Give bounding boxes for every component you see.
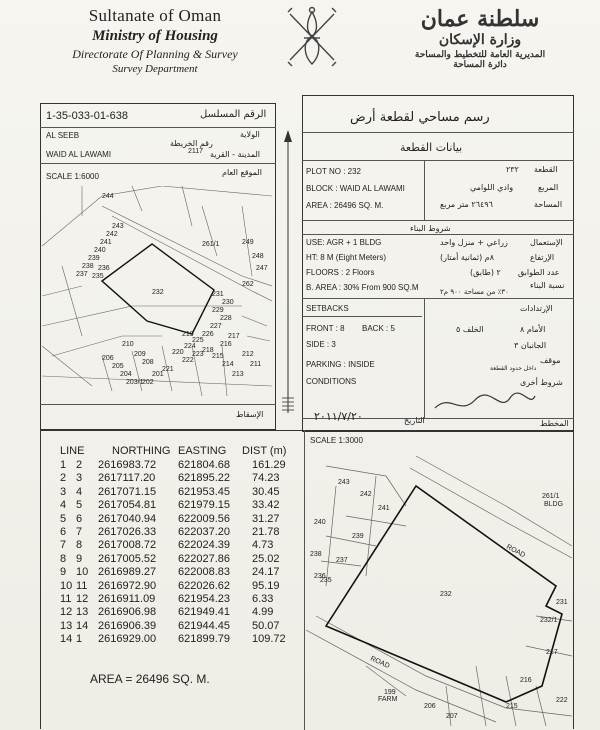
location-parcel-label: 225 — [192, 337, 204, 344]
location-parcel-label: 235 — [92, 273, 104, 280]
northing-cell: 2617026.33 — [98, 525, 157, 538]
detail-parcel-label: 207 — [446, 713, 458, 720]
location-parcel-label: 240 — [94, 247, 106, 254]
location-parcel-label: 218 — [202, 347, 214, 354]
location-parcel-label: 230 — [222, 299, 234, 306]
side-setback: SIDE : 3 — [306, 340, 336, 349]
plot-number-ar: ٢٣٢ — [506, 165, 519, 174]
plot-number: PLOT NO : 232 — [306, 167, 361, 176]
back-setback-ar: الخلف ٥ — [456, 325, 484, 334]
floors-label-ar: عدد الطوابق — [518, 268, 560, 277]
line-from: 1 — [60, 459, 67, 471]
block-name: BLOCK : WAID AL LAWAMI — [306, 184, 405, 193]
line-from: 9 — [60, 566, 67, 579]
detail-parcel-label: 240 — [314, 519, 326, 526]
location-parcel-label: 229 — [212, 307, 224, 314]
distance-cell: 4.73 — [252, 539, 274, 552]
sheet-number: 2117 — [188, 148, 204, 155]
detail-parcel-label: 242 — [360, 491, 372, 498]
location-parcel-label: 231 — [212, 291, 224, 298]
northing-cell: 2616906.98 — [98, 606, 157, 619]
detail-map — [306, 446, 572, 728]
location-parcel-label: 227 — [210, 323, 222, 330]
signature-icon — [430, 388, 540, 418]
distance-cell: 24.17 — [252, 566, 280, 579]
line-to: 4 — [76, 485, 83, 498]
plot-area: AREA : 26496 SQ. M. — [306, 201, 384, 210]
location-parcel-label: 223 — [192, 351, 204, 358]
location-parcel-label: 222 — [182, 357, 194, 364]
document-title-ar: رسم مساحي لقطعة أرض — [350, 110, 490, 125]
location-parcel-label: 243 — [112, 223, 124, 230]
use-value-ar: زراعي + منزل واحد — [440, 238, 508, 247]
plot-data-title-ar: بيانات القطعة — [400, 141, 463, 154]
location-plot-label: 232 — [152, 289, 164, 296]
location-parcel-label: 248 — [252, 253, 264, 260]
road-label-top: ROAD — [505, 543, 527, 560]
distance-cell: 33.42 — [252, 499, 280, 512]
line-to: 1 — [76, 633, 83, 646]
detail-parcel-label: 261/1 — [542, 493, 560, 500]
distance-cell: 74.23 — [252, 472, 280, 485]
detail-parcel-label: 217 — [546, 649, 558, 656]
location-parcel-label: 205 — [112, 363, 124, 370]
location-parcel-label: 226 — [202, 331, 214, 338]
front-setback-ar: الأمام ٨ — [520, 325, 546, 334]
north-arrow-icon — [276, 128, 300, 428]
col-easting: EASTING — [178, 445, 227, 457]
parking-value-ar: داخل حدود القطعة — [490, 365, 537, 372]
front-setback: FRONT : 8 — [306, 324, 345, 333]
detail-plot-label: 232 — [440, 591, 452, 598]
distance-cell: 6.33 — [252, 592, 274, 605]
line-from: 8 — [60, 552, 67, 565]
distance-cell: 109.72 — [252, 633, 286, 646]
line-from: 5 — [60, 512, 67, 525]
northing-cell: 2617008.72 — [98, 539, 157, 552]
detail-parcel-label: 215 — [506, 703, 518, 710]
location-parcel-label: 210 — [122, 341, 134, 348]
directorate-name: Directorate Of Planning & Survey — [72, 47, 238, 61]
line-from: 10 — [60, 579, 73, 592]
location-parcel-label: 228 — [220, 315, 232, 322]
easting-cell: 622026.62 — [178, 579, 230, 592]
location-parcel-label: 221 — [162, 366, 174, 373]
serial-label-ar: الرقم المسلسل — [200, 109, 267, 120]
village-name: WAID AL LAWAMI — [46, 150, 112, 159]
date-label-ar: التاريخ — [404, 416, 425, 425]
line-to: 12 — [76, 592, 89, 605]
location-parcel-label: 214 — [222, 361, 234, 368]
building-ratio: B. AREA : 30% From 900 SQ.M — [306, 283, 419, 292]
oman-emblem-icon — [282, 2, 342, 72]
location-parcel-label: 242 — [106, 231, 118, 238]
detail-parcel-label: 199 — [384, 689, 396, 696]
directorate-name-ar: المديرية العامة للتخطيط والمساحة — [414, 50, 546, 60]
detail-parcel-label: 222 — [556, 697, 568, 704]
building-conditions-ar: شروط البناء — [410, 224, 451, 233]
line-to: 2 — [76, 459, 83, 471]
easting-cell: 621944.45 — [178, 619, 230, 632]
line-to: 7 — [76, 525, 83, 538]
northing-cell: 2617054.81 — [98, 499, 157, 512]
country-name-ar: سلطنة عمان — [420, 6, 540, 32]
plot-label-ar: القطعة — [534, 165, 558, 174]
parking-label-ar: موقف — [540, 356, 561, 365]
col-dist: DIST (m) — [242, 445, 287, 457]
location-parcel-label: 249 — [242, 239, 254, 246]
northing-cell: 2616972.90 — [98, 579, 157, 592]
location-parcel-label: 209 — [134, 351, 146, 358]
line-from: 14 — [60, 633, 73, 646]
location-scale: SCALE 1:6000 — [46, 172, 99, 181]
northing-cell: 2616983.72 — [98, 459, 157, 471]
easting-cell: 622009.56 — [178, 512, 230, 525]
conditions-label-ar: شروط أخرى — [520, 378, 563, 387]
wilayat-ar: الولاية — [240, 130, 260, 139]
detail-parcel-label: 235 — [320, 577, 332, 584]
distance-cell: 31.27 — [252, 512, 280, 525]
line-to: 11 — [76, 579, 88, 592]
line-to: 14 — [76, 619, 89, 632]
northing-cell: 2616911.09 — [98, 592, 156, 605]
planner-label-ar: المخطط — [540, 419, 569, 428]
location-parcel-label: 213 — [232, 371, 244, 378]
max-height: HT: 8 M (Eight Meters) — [306, 253, 387, 262]
parking: PARKING : INSIDE — [306, 360, 375, 369]
side-setback-ar: الجانبان ٣ — [514, 341, 547, 350]
floors-value-ar: ٢ (طابق) — [470, 268, 501, 277]
location-parcel-label: 216 — [220, 341, 232, 348]
line-from: 3 — [60, 485, 67, 498]
line-from: 2 — [60, 472, 67, 485]
northing-cell: 2617117.20 — [98, 472, 156, 485]
block-name-ar: وادي اللوامي — [470, 183, 514, 192]
line-to: 13 — [76, 606, 89, 619]
setbacks-heading: SETBACKS — [306, 304, 349, 313]
detail-parcel-label: FARM — [378, 696, 398, 703]
area-value-ar: ٢٦٤٩٦ متر مربع — [440, 200, 493, 209]
location-parcel-label: 208 — [142, 359, 154, 366]
location-parcel-label: 203/1 — [126, 379, 144, 386]
location-parcel-label: 236 — [98, 265, 110, 272]
easting-cell: 622024.39 — [178, 539, 230, 552]
easting-cell: 621804.68 — [178, 459, 230, 471]
village-label-ar: المدينة - القرية — [210, 150, 261, 159]
line-from: 6 — [60, 525, 67, 538]
country-name: Sultanate of Oman — [88, 6, 222, 25]
serial-number: 1-35-033-01-638 — [46, 110, 128, 122]
col-line: LINE — [60, 445, 85, 457]
distance-cell: 161.29 — [252, 459, 286, 471]
floors: FLOORS : 2 Floors — [306, 268, 375, 277]
detail-parcel-label: 231 — [556, 599, 568, 606]
line-to: 3 — [76, 472, 83, 485]
northing-cell: 2617040.94 — [98, 512, 157, 525]
projection-label-ar: الإسقاط — [236, 410, 264, 419]
location-parcel-label: 241 — [100, 239, 112, 246]
detail-parcel-label: 238 — [310, 551, 322, 558]
department-name: Survey Department — [112, 63, 198, 75]
easting-cell: 622037.20 — [178, 525, 230, 538]
location-parcel-label: 211 — [250, 361, 262, 368]
location-parcel-label: 212 — [242, 351, 254, 358]
distance-cell: 30.45 — [252, 485, 280, 498]
ministry-name-ar: وزارة الإسكان — [438, 32, 522, 48]
location-parcel-label: 206 — [102, 355, 114, 362]
land-use: USE: AGR + 1 BLDG — [306, 238, 382, 247]
northing-cell: 2617071.15 — [98, 485, 157, 498]
location-label-ar: الموقع العام — [222, 168, 262, 177]
location-parcel-label: 262 — [242, 281, 254, 288]
easting-cell: 621953.45 — [178, 485, 230, 498]
location-parcel-label: 204 — [120, 371, 132, 378]
northing-cell: 2616929.00 — [98, 633, 157, 646]
line-from: 4 — [60, 499, 67, 512]
distance-cell: 21.78 — [252, 525, 280, 538]
line-to: 6 — [76, 512, 83, 525]
header-arabic — [370, 6, 590, 70]
location-parcel-label: 219 — [182, 331, 194, 338]
area-label-ar: المساحة — [534, 200, 563, 209]
ratio-value-ar: ٣٠٪ من مساحة ٩٠٠ م٢ — [440, 288, 509, 296]
height-value-ar: ٨م (ثمانية أمتار) — [440, 253, 495, 262]
location-parcel-label: 224 — [184, 343, 196, 350]
sheet-label-ar: رقم الخريطة — [170, 139, 213, 148]
line-to: 9 — [76, 552, 83, 565]
location-parcel-label: 247 — [256, 265, 268, 272]
location-map — [42, 186, 272, 401]
location-parcel-label: 238 — [82, 263, 94, 270]
detail-parcel-label: 239 — [352, 533, 364, 540]
easting-cell: 621899.79 — [178, 633, 230, 646]
wilayat: AL SEEB — [46, 131, 80, 140]
detail-parcel-label: BLDG — [544, 501, 564, 508]
back-setback: BACK : 5 — [362, 324, 395, 333]
distance-cell: 50.07 — [252, 619, 280, 632]
northing-cell: 2616989.27 — [98, 566, 157, 579]
issue-date: ٢٠١١/٧/٢٠ — [314, 410, 363, 423]
ministry-name: Ministry of Housing — [92, 28, 218, 44]
location-parcel-label: 239 — [88, 255, 100, 262]
easting-cell: 622027.86 — [178, 552, 230, 565]
easting-cell: 622008.83 — [178, 566, 230, 579]
line-to: 5 — [76, 499, 83, 512]
location-parcel-label: 237 — [76, 271, 88, 278]
northing-cell: 2616906.39 — [98, 619, 157, 632]
location-parcel-label: 202 — [142, 379, 154, 386]
easting-cell: 621949.41 — [178, 606, 230, 619]
detail-scale: SCALE 1:3000 — [310, 436, 363, 445]
use-label-ar: الإستعمال — [530, 238, 563, 247]
road-label-bottom: ROAD — [369, 655, 391, 671]
line-from: 13 — [60, 619, 73, 632]
location-parcel-label: 244 — [102, 193, 114, 200]
location-parcel-label: 201 — [152, 371, 164, 378]
detail-parcel-label: 243 — [338, 479, 350, 486]
distance-cell: 4.99 — [252, 606, 274, 619]
location-parcel-label: 217 — [228, 333, 240, 340]
line-from: 7 — [60, 539, 67, 552]
block-label-ar: المربع — [538, 183, 559, 192]
line-from: 11 — [60, 592, 72, 605]
height-label-ar: الإرتفاع — [530, 253, 555, 262]
department-name-ar: دائرة المساحة — [453, 60, 507, 70]
conditions: CONDITIONS — [306, 377, 357, 386]
col-northing: NORTHING — [112, 445, 171, 457]
detail-parcel-label: 241 — [378, 505, 390, 512]
line-from: 12 — [60, 606, 73, 619]
distance-cell: 25.02 — [252, 552, 280, 565]
header-english — [40, 6, 270, 75]
northing-cell: 2617005.52 — [98, 552, 157, 565]
location-parcel-label: 220 — [172, 349, 184, 356]
total-area: AREA = 26496 SQ. M. — [90, 672, 210, 686]
location-parcel-label: 215 — [212, 353, 224, 360]
ratio-label-ar: نسبة البناء — [530, 281, 565, 290]
easting-cell: 621895.22 — [178, 472, 230, 485]
distance-cell: 95.19 — [252, 579, 280, 592]
detail-parcel-label: 232/1 — [540, 617, 558, 624]
location-parcel-label: 261/1 — [202, 241, 220, 248]
easting-cell: 621979.15 — [178, 499, 230, 512]
detail-parcel-label: 216 — [520, 677, 532, 684]
easting-cell: 621954.23 — [178, 592, 230, 605]
detail-parcel-label: 236 — [314, 573, 326, 580]
setbacks-heading-ar: الإرتدادات — [520, 304, 553, 313]
detail-parcel-label: 237 — [336, 557, 348, 564]
line-to: 10 — [76, 566, 89, 579]
detail-parcel-label: 206 — [424, 703, 436, 710]
line-to: 8 — [76, 539, 83, 552]
